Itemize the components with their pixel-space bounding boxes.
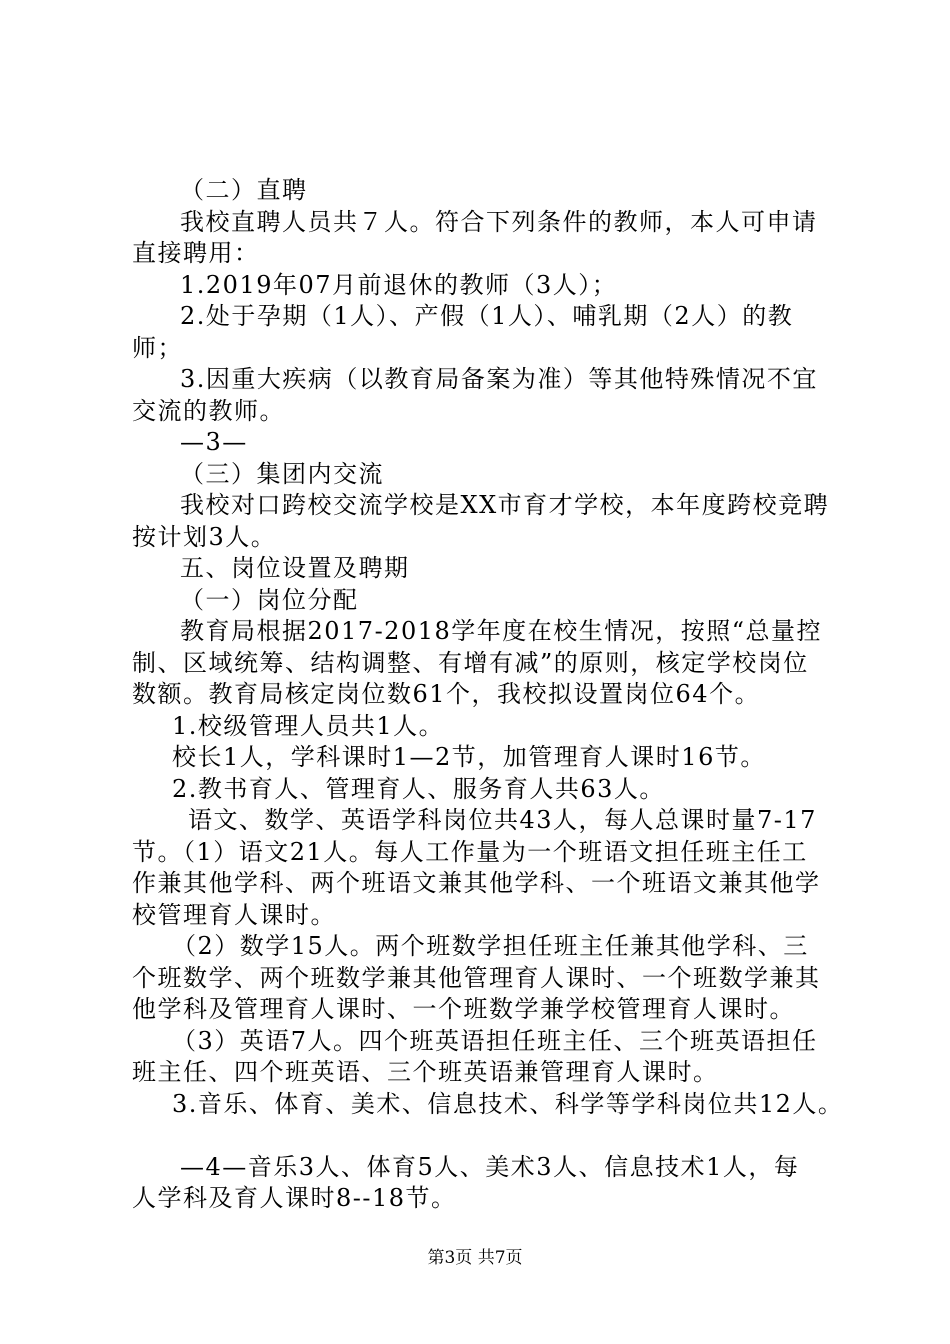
paragraph-line: —4—音乐3人、体育5人、美术3人、信息技术1人，每 [180, 1152, 800, 1181]
paragraph-line: 师； [132, 333, 183, 362]
list-item: 3.因重大疾病（以教育局备案为准）等其他特殊情况不宜 [180, 365, 818, 393]
list-item: 1.2019年07月前退休的教师（3人）； [180, 270, 618, 299]
paragraph-line: 数额。教育局核定岗位数61个，我校拟设置岗位64个。 [132, 680, 761, 708]
list-item: 2.教书育人、管理育人、服务育人共63人。 [172, 774, 665, 803]
paragraph-line: 校管理育人课时。 [132, 900, 336, 929]
paragraph-line: 我校直聘人员共７人。符合下列条件的教师，本人可申请 [180, 207, 818, 236]
paragraph-line: 按计划3人。 [132, 522, 277, 551]
paragraph-line: 个班数学、两个班数学兼其他管理育人课时、一个班数学兼其 [132, 963, 821, 992]
page-footer: 第3页 共7页 [427, 1248, 523, 1268]
section-heading-group-exchange: （三）集团内交流 [180, 459, 384, 488]
paragraph-line: 我校对口跨校交流学校是XX市育才学校，本年度跨校竞聘 [180, 491, 830, 519]
list-item: 2.处于孕期（1人）、产假（1人）、哺乳期（2人）的教 [180, 302, 794, 330]
section-heading-allocation: （一）岗位分配 [180, 585, 359, 614]
blank-line [132, 1120, 832, 1152]
paragraph-line: 班主任、四个班英语、三个班英语兼管理育人课时。 [132, 1058, 719, 1086]
paragraph-line: 语文、数学、英语学科岗位共43人，每人总课时量7-17 [188, 806, 817, 834]
list-item: 1.校级管理人员共1人。 [172, 711, 445, 740]
paragraph-line: 人学科及育人课时8--18节。 [132, 1184, 457, 1212]
paragraph-line: 交流的教师。 [132, 396, 285, 425]
section-heading-positions: 五、岗位设置及聘期 [180, 554, 410, 582]
paragraph-line: 节。（1）语文21人。每人工作量为一个班语文担任班主任工 [132, 837, 808, 866]
paragraph-line: 校长1人，学科课时1—2节，加管理育人课时16节。 [172, 743, 766, 771]
section-heading-direct-hire: （二）直聘 [180, 176, 308, 204]
document-body [132, 175, 844, 1215]
list-item: 3.音乐、体育、美术、信息技术、科学等学科岗位共12人。 [172, 1089, 844, 1118]
paragraph-line: （3）英语7人。四个班英语担任班主任、三个班英语担任 [172, 1026, 818, 1055]
paragraph-line: 他学科及管理育人课时、一个班数学兼学校管理育人课时。 [132, 995, 795, 1023]
paragraph-line: 制、区域统筹、结构调整、有增有减”的原则，核定学校岗位 [132, 648, 809, 677]
paragraph-line: 作兼其他学科、两个班语文兼其他学科、一个班语文兼其他学 [132, 869, 821, 897]
paragraph-line: 教育局根据2017-2018学年度在校生情况，按照“总量控 [180, 617, 823, 645]
paragraph-line: （2）数学15人。两个班数学担任班主任兼其他学科、三 [172, 932, 809, 960]
paragraph-line: 直接聘用： [132, 239, 260, 267]
inline-page-marker: —3— [180, 428, 248, 456]
